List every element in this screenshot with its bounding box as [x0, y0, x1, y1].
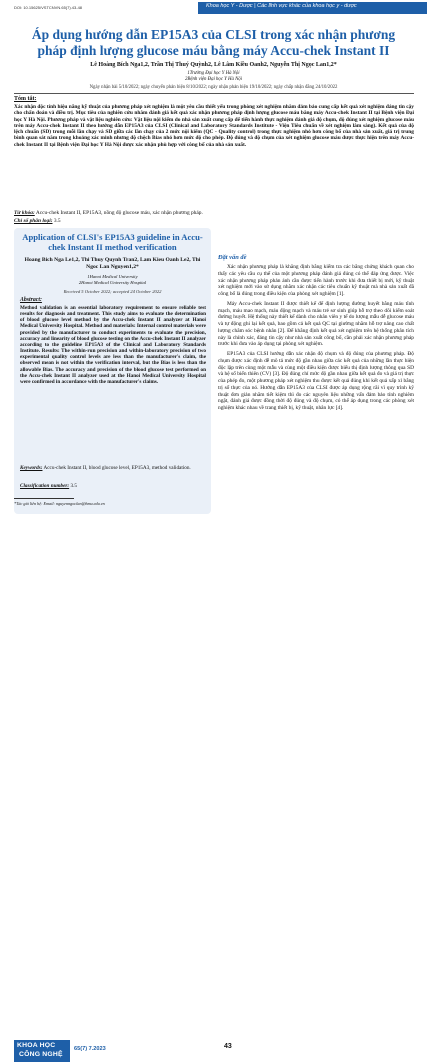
- english-classification: [20, 483, 206, 489]
- page-number: 43: [224, 1043, 232, 1050]
- intro-paragraph-3: EP15A3 của CLSI hướng dẫn xác nhận độ chụm và độ đúng của phương pháp. Độ chụm được xác định dễ mô tả mức độ gần nhau giữa các kết quả của những lần thực hiện độc lập trên cùng một mẫu và cùng một điều kiện được biểu thị định lượng thông qua SD và hệ số biến thiên (CV) [3]. Độ đúng chỉ mức độ gần nhau giữa kết quả đo và giá trị thực của phép đo, một phương pháp xét nghiệm thu được kết quả đúng khi kết quả xấp xỉ bằng trị số thực của nó. Hướng dẫn EP15A3 của CLSI được áp dụng rộng rãi vì quy trình kỹ thuật đơn giản nhằm tiết kiệm thì đo các nguyên liệu những vấn đảm bảo tính nghiêm ngặt, đánh giá được đồng thời độ đúng và độ chụm, có thể áp dụng trong các phòng xét nghiệm khác nhau về trang thiết bị, kỹ thuật, nhân lực [4].: [218, 351, 414, 411]
- page-footer: [0, 519, 427, 1058]
- english-authors: Hoang Bich Nga Le1,2, Thi Thuy Quynh Tran2, Lam Kieu Oanh Le2, Thi Ngoc Lan Nguyen1,2*: [24, 257, 201, 270]
- logo-text-line-1: KHOA HỌC: [17, 1042, 56, 1049]
- vietnamese-keywords-value: Accu-chek Instant II, EP15A3, nồng độ glucose máu, xác nhận phương pháp.: [35, 210, 203, 216]
- doi-label: DOI: 10.15625/VSTCNVN.65(7).43-48: [14, 5, 83, 10]
- affiliation-2: 2Bệnh viện Đại học Y Hà Nội: [184, 77, 243, 82]
- vietnamese-title: Áp dụng hướng dẫn EP15A3 của CLSI trong xác nhận phương pháp định lượng glucose máu bằng máy Accu-chek Instant II: [31, 27, 396, 58]
- vietnamese-classification: [14, 218, 414, 224]
- affiliation-1: 1Trường Đại học Y Hà Nội: [187, 71, 240, 76]
- english-keywords: [20, 465, 206, 471]
- vietnamese-abstract-heading: Tóm tắt:: [14, 96, 37, 102]
- vietnamese-classification-value: 3.5: [53, 218, 61, 224]
- introduction-body: [218, 264, 414, 415]
- vietnamese-affiliations: [20, 71, 407, 83]
- vietnamese-classification-label: Chỉ số phân loại:: [14, 218, 53, 224]
- english-keywords-value: Accu-chek Instant II, blood glucose level, EP15A3, method validation.: [43, 465, 191, 471]
- vietnamese-dates: Ngày nhận bài 5/10/2022; ngày chuyển phản biện 8/10/2022; ngày nhận phản biện 19/10/2022; ngày chấp nhận đăng 24/10/2022: [89, 85, 338, 90]
- vietnamese-abstract: Xác nhận độc tính hiệu năng kỹ thuật của phương pháp xét nghiệm là một yêu cầu thiết yếu trong phòng xét nghiệm nhằm đảm bảo cung cấp kết quả xét nghiệm đáng tin cậy cho chẩn đoán và điều trị. Mục tiêu của nghiên cứu nhằm đánh giá kết quả xác nhận phương pháp định lượng glucose máu bằng máy Accu-chek Instant II tại Bệnh viện Đại học Y Hà Nội. Phương pháp và vật liệu nghiên cứu: Vật liệu nội kiểm do nhà sản xuất cung cấp để tiến hành thực nghiệm đánh giá độ chụm, độ đúng xét nghiệm glucose máu trên máy Accu-chek Instant II theo hướng dẫn EP15A3 của CLSI (Clinical and Laboratory Standards Institute - Viện Tiêu chuẩn về xét nghiệm lâm sàng). Kết quả của độ lệch chuẩn (SD) trong mỗi lần chạy và SD giữa các lần chạy của 2 mức nội kiểm (QC - Quality control) trong thực nghiệm nhỏ hơn công bố của nhà sản xuất, giá trị trung bình quan sát nằm trong khoảng xác minh nhưng độ chệch Bias nhỏ hơn mức độ cho phép. Độ đúng và độ chụm của xét nghiệm glucose máu được thực hiện trên máy Accu-chek Instant II tại Bệnh viện Đại học Y Hà Nội được xác nhận phù hợp với công bố của nhà sản xuất.: [14, 104, 414, 148]
- logo-text-line-2: CÔNG NGHỆ: [19, 1051, 63, 1058]
- introduction-heading: Đặt vấn đề: [218, 254, 247, 261]
- english-classification-label: Classification number:: [20, 483, 70, 489]
- english-dates: Received 5 October 2022; accepted 24 October 2022: [63, 289, 162, 294]
- intro-paragraph-1: Xác nhận phương pháp là khẳng định bằng kiểm tra các bằng chứng khách quan cho thấy các yêu cầu cụ thể của một phương pháp đánh giá đúng có thể đáp ứng được. Việc xác nhận phương pháp phản ánh cần được tiến hành trước khi đưa thiết bị mới, kỹ thuật xét nghiệm mới vào sử dụng nhằm xác nhận các tiêu chuẩn kỹ thuật mà nhà sản xuất đã công bố là đúng trong điều kiện của phòng xét nghiệm [1].: [218, 264, 414, 297]
- vietnamese-keywords: [14, 210, 414, 216]
- vietnamese-authors: Lê Hoàng Bích Nga1,2, Trần Thị Thuý Quỳnh2, Lê Lâm Kiều Oanh2, Nguyễn Thị Ngọc Lan1,2*: [90, 62, 337, 68]
- footnote-divider: [14, 498, 74, 499]
- english-classification-value: 3.5: [70, 483, 77, 489]
- journal-section-label: Khoa học Y - Dược | Các lĩnh vực khác của khoa học y - dược: [206, 3, 357, 9]
- top-header: [0, 0, 427, 18]
- intro-paragraph-2: Máy Accu-chek Instant II được thiết kế để định lượng đường huyết bằng máu tĩnh mạch, máu mao mạch, máu động mạch và máu trẻ sơ sinh giúp hỗ trợ theo dõi kiểm soát đường huyết. Hệ thống này thiết kế dành cho nhân viên y tế do lượng mẫu dễ glucose máu và tự động ghi lại kết quả, bao gồm cả kết quả QC tại giường nhằm hỗ trợ nâng cao chất lượng chăm sóc bệnh nhân [2]. Để khẳng định kết quả xét nghiệm trên hệ thống phân tích này là chính xác, đáng tin cậy như nhà sản xuất công bố, cần phải xác nhận phương pháp trước khi đưa vào áp dụng tại phòng xét nghiệm.: [218, 300, 414, 348]
- english-affiliation-2: 2Hanoi Medical University Hospital: [78, 279, 147, 285]
- english-affiliation-1: 1Hanoi Medical University: [87, 274, 138, 279]
- english-title: Application of CLSI's EP15A3 guideline in Accu-chek Instant II method verification: [22, 232, 203, 252]
- corresponding-author-footnote: *Tác giả liên hệ: Email: nguyenngoclan@hmu.edu.vn: [14, 501, 105, 506]
- header-divider: [14, 93, 414, 94]
- english-affiliations: [20, 274, 205, 285]
- english-abstract: Method validation is an essential laboratory requirement to ensure reliable test results for diagnosis and treatment. This study aims to evaluate the determination of blood glucose level method by the Accu-chek Instant II analyzer at Hanoi Medical University Hospital. Method and materials: Internal control materials were provided by the manufacturer to conduct experiments to evaluate the precision, accuracy and linearity of blood glucose testing on the Accu-chek Instant II analyzer according to the guideline EP15A3 of the Clinical and Laboratory Standards Institute. Results: The within-run precision and within-laboratory precision of two experimental quality control levels are less than the manufacturer's claim, the observed mean is not within the verification interval, but the Bias is less than the allowable Bias. The accuracy and precision of the blood glucose test performed on the Accu-chek Instant II analyzer used at the Hanoi Medical University Hospital were confirmed in accordance with the manufacturer's claims.: [20, 305, 206, 385]
- vietnamese-keywords-label: Từ khóa:: [14, 210, 35, 216]
- english-abstract-heading: Abstract:: [20, 297, 42, 303]
- english-keywords-label: Keywords:: [20, 465, 43, 471]
- issue-label: 65(7) 7.2023: [74, 1046, 106, 1052]
